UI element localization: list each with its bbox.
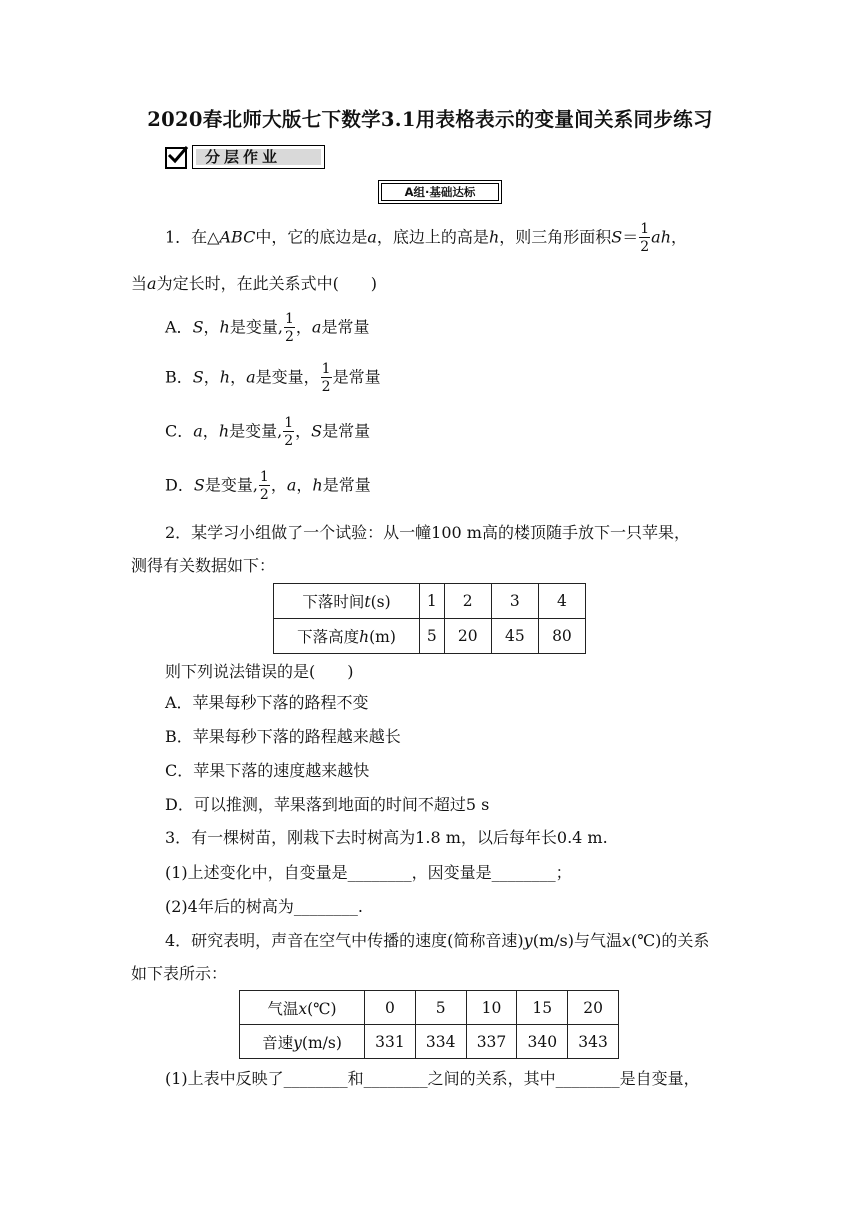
table-cell: 20 (568, 991, 619, 1025)
q2-stem-line2: 测得有关数据如下： (131, 556, 276, 575)
section-banner (192, 145, 325, 169)
group-tag: A组·基础达标 (381, 183, 499, 201)
q4-stem-line2: 如下表所示： (131, 964, 228, 983)
checkbox-icon (165, 147, 187, 169)
table-cell: 331 (365, 1025, 416, 1059)
banner-label: 分层作业 (205, 148, 282, 166)
q1-option-a: A．S，h是变量, $\frac{1}{2}$ ，a是常量 (165, 311, 370, 345)
table-cell: 340 (517, 1025, 568, 1059)
q2-table (273, 583, 586, 654)
table-row (274, 619, 586, 654)
q2-option-b: B．苹果每秒下落的路程越来越长 (165, 727, 401, 746)
page-title: 2020春北师大版七下数学3.1用表格表示的变量间关系同步练习 (147, 108, 713, 131)
table-header-cell: 音速y(m/s) (240, 1025, 365, 1059)
q1-option-b: B．S，h，a是变量， $\frac{1}{2}$ 是常量 (165, 361, 381, 395)
table-row (274, 584, 586, 619)
table-cell: 3 (491, 584, 538, 619)
q4-table (239, 990, 619, 1059)
fraction-half: $\frac{1}{2}$ (640, 221, 650, 255)
q2-option-c: C．苹果下落的速度越来越快 (165, 761, 370, 780)
q4-stem: 4．研究表明，声音在空气中传播的速度(简称音速)y(m/s)与气温x(℃)的关系 (165, 931, 710, 950)
table-cell: 2 (444, 584, 491, 619)
table-cell: 80 (538, 619, 585, 654)
table-cell: 5 (420, 619, 445, 654)
q2-stem: 2．某学习小组做了一个试验：从一幢100 m高的楼顶随手放下一只苹果， (165, 523, 690, 542)
q1-stem-line2: 当a为定长时，在此关系式中( ) (131, 274, 378, 293)
q3-part1: (1)上述变化中，自变量是________，因变量是________； (165, 863, 572, 882)
table-cell: 343 (568, 1025, 619, 1059)
table-cell: 45 (491, 619, 538, 654)
table-cell: 337 (466, 1025, 517, 1059)
q1-option-d: D．S是变量, $\frac{1}{2}$ ，a，h是常量 (165, 469, 371, 503)
table-cell: 1 (420, 584, 445, 619)
q2-option-d: D．可以推测，苹果落到地面的时间不超过5 s (165, 795, 490, 814)
q1-stem: 1．在△ABC中，它的底边是a，底边上的高是h，则三角形面积S＝ $\frac{1}{2}$ ah， (165, 221, 688, 255)
q3-stem: 3．有一棵树苗，刚栽下去时树高为1.8 m，以后每年长0.4 m. (165, 828, 608, 847)
table-cell: 10 (466, 991, 517, 1025)
table-row (240, 1025, 619, 1059)
q3-part2: (2)4年后的树高为________. (165, 897, 363, 916)
table-header-cell: 下落时间t(s) (274, 584, 420, 619)
table-cell: 334 (415, 1025, 466, 1059)
table-header-cell: 下落高度h(m) (274, 619, 420, 654)
table-cell: 4 (538, 584, 585, 619)
q4-part1: (1)上表中反映了________和________之间的关系，其中________是自变量， (165, 1069, 700, 1088)
table-cell: 20 (444, 619, 491, 654)
table-cell: 5 (415, 991, 466, 1025)
table-cell: 15 (517, 991, 568, 1025)
table-cell: 0 (365, 991, 416, 1025)
q2-question: 则下列说法错误的是( ) (165, 662, 354, 681)
q1-option-c: C．a，h是变量, $\frac{1}{2}$ ，S是常量 (165, 415, 371, 449)
q2-option-a: A．苹果每秒下落的路程不变 (165, 693, 369, 712)
table-row (240, 991, 619, 1025)
table-header-cell: 气温x(℃) (240, 991, 365, 1025)
